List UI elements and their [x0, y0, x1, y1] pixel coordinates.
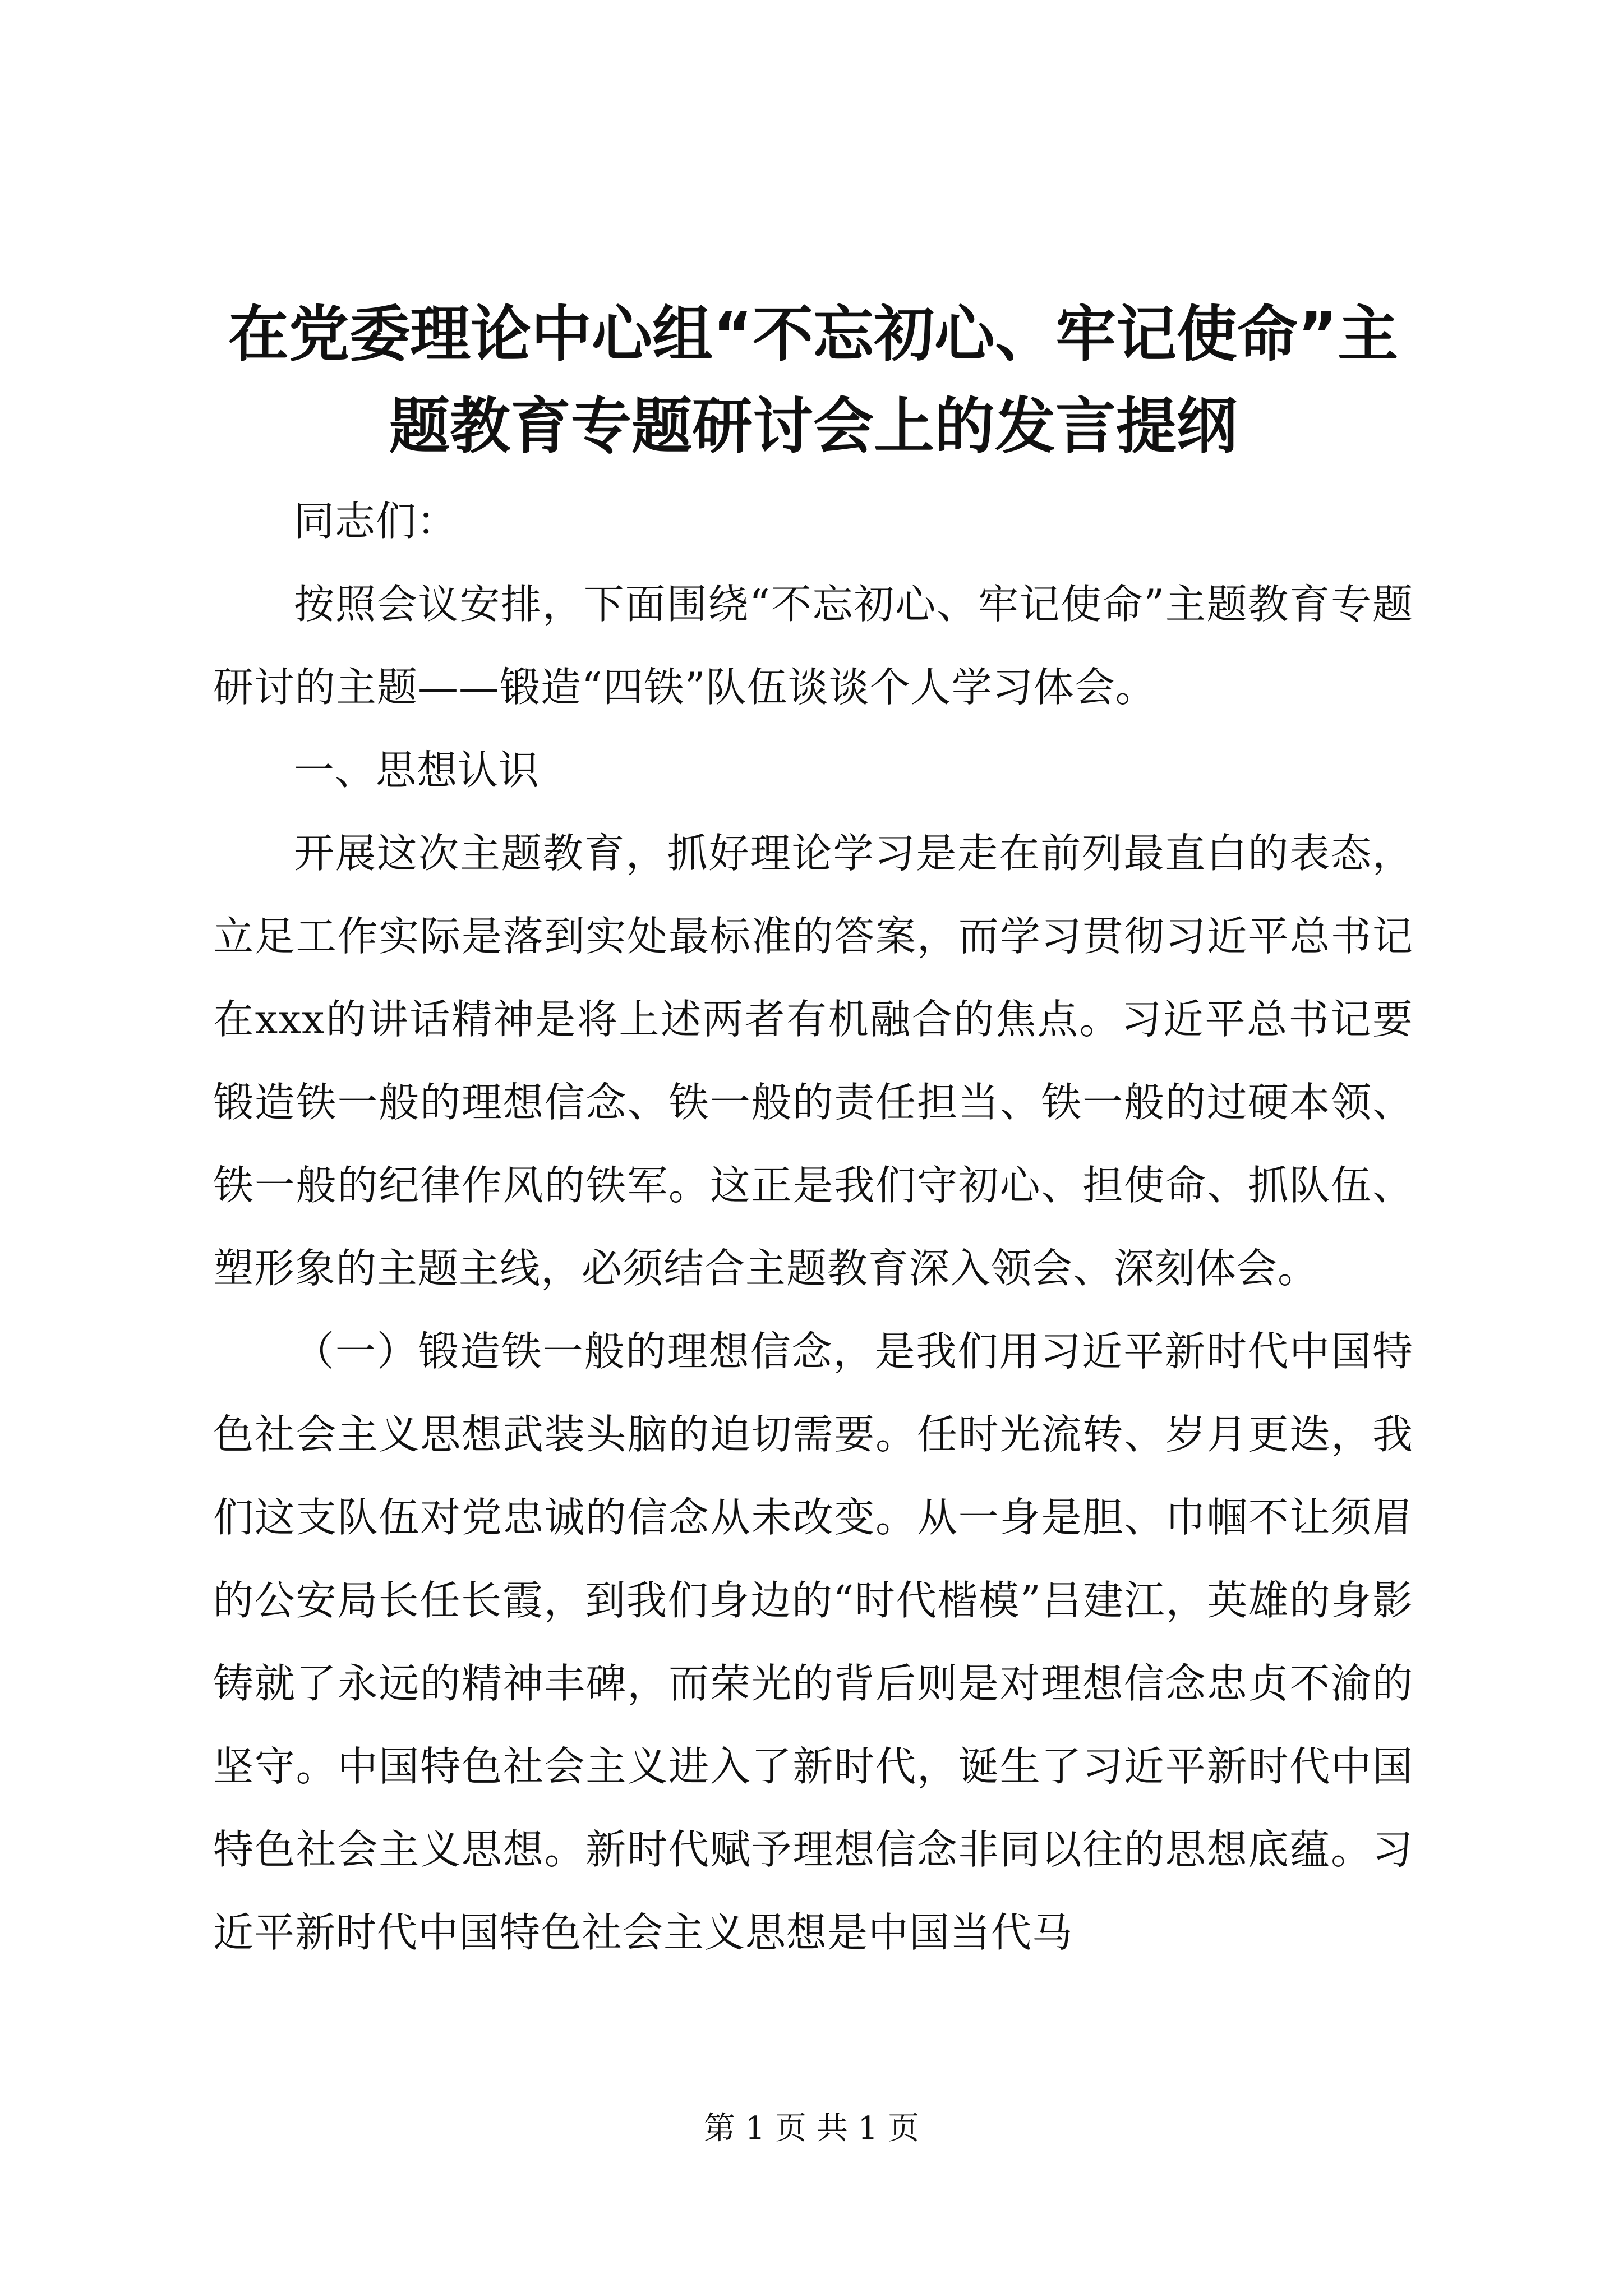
body-paragraph: 开展这次主题教育，抓好理论学习是走在前列最直白的表态，立足工作实际是落到实处最标准的答案，而学习贯彻习近平总书记在xxx的讲话精神是将上述两者有机融合的焦点。习近平总书记要锻造铁一般的理想信念、铁一般的责任担当、铁一般的过硬本领、铁一般的纪律作风的铁军。这正是我们守初心、担使命、抓队伍、塑形象的主题主线，必须结合主题教育深入领会、深刻体会。	[213, 830, 1413, 1292]
document-title: 在党委理论中心组“不忘初心、牢记使命”主题教育专题研讨会上的发言提纲	[228, 300, 1398, 462]
intro-paragraph: 按照会议安排，下面围绕“不忘初心、牢记使命”主题教育专题研讨的主题——锻造“四铁”队伍谈谈个人学习体会。	[213, 581, 1413, 711]
subsection-paragraph: （一）锻造铁一般的理想信念，是我们用习近平新时代中国特色社会主义思想武装头脑的迫切需要。任时光流转、岁月更迭，我们这支队伍对党忠诚的信念从未改变。从一身是胆、巾帼不让须眉的公安局长任长霞，到我们身边的“时代楷模”吕建江，英雄的身影铸就了永远的精神丰碑，而荣光的背后则是对理想信念忠贞不渝的坚守。中国特色社会主义进入了新时代，诞生了习近平新时代中国特色社会主义思想。新时代赋予理想信念非同以往的思想底蕴。习近平新时代中国特色社会主义思想是中国当代马	[213, 1328, 1413, 1956]
salutation: 同志们：	[294, 498, 458, 545]
document-body	[213, 480, 1413, 1974]
page-footer: 第 1 页 共 1 页	[703, 2110, 920, 2147]
section-heading: 一、思想认识	[294, 747, 540, 794]
